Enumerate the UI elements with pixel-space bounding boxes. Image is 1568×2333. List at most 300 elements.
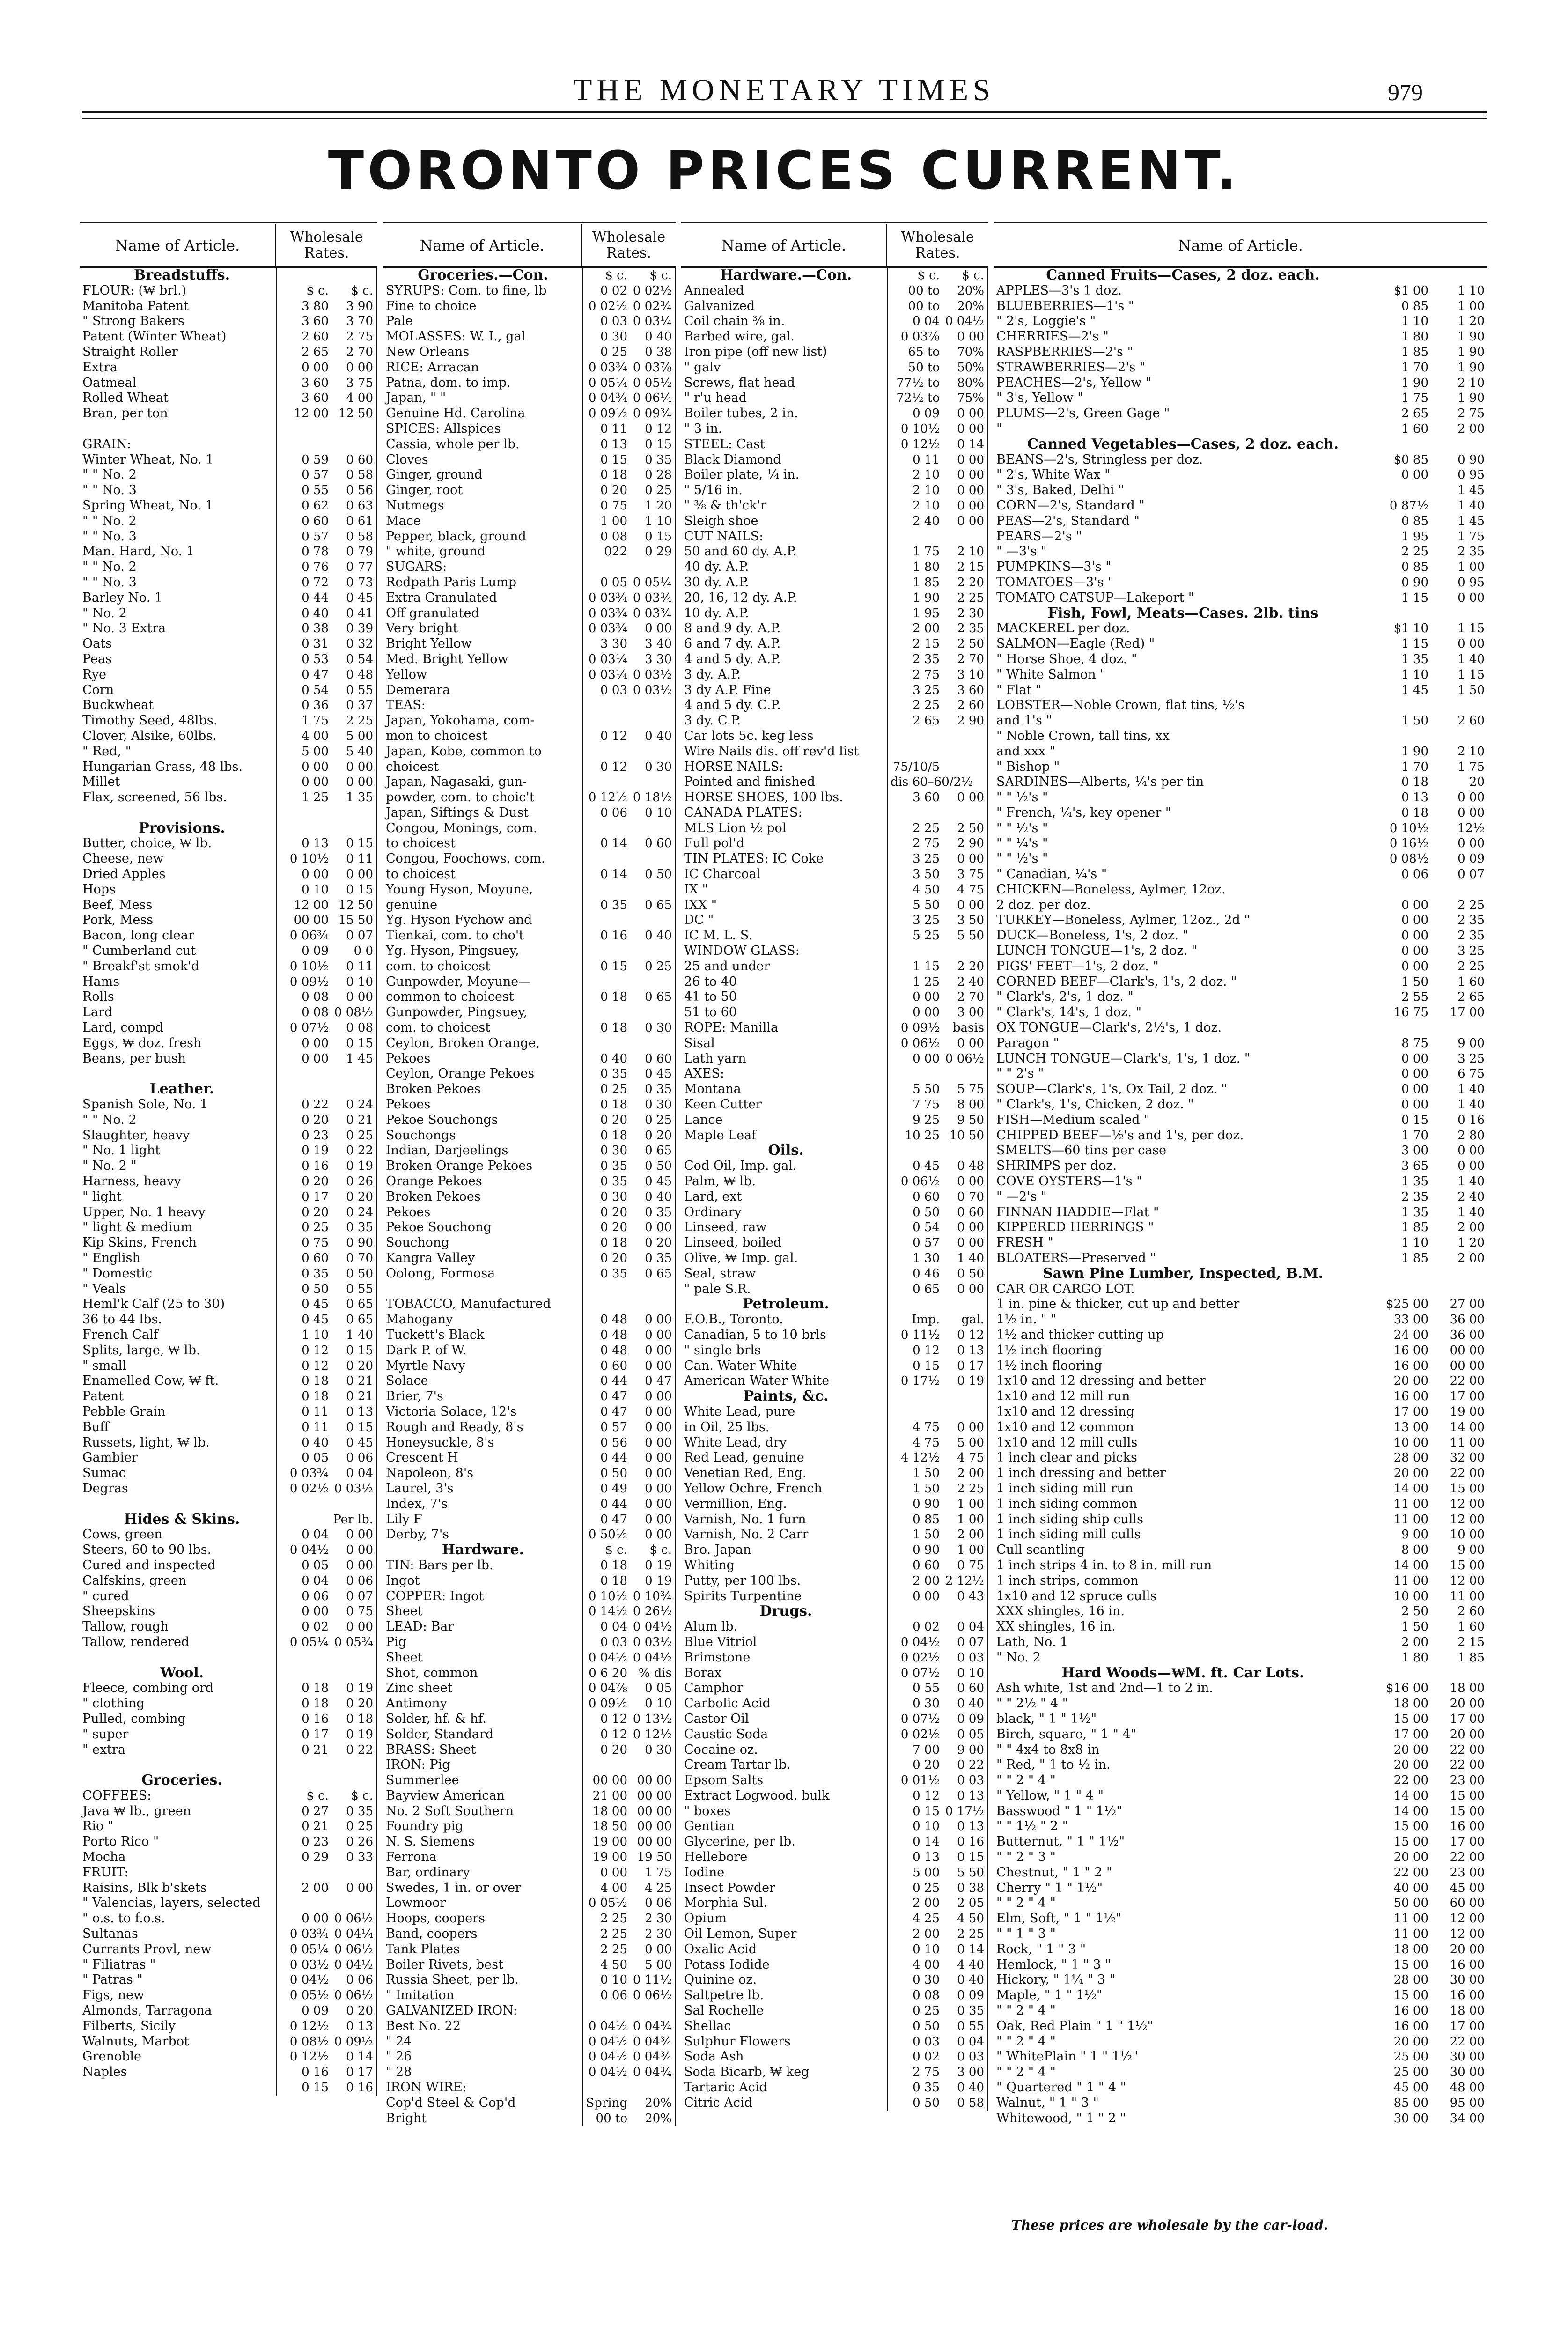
price-row [681, 1205, 987, 1220]
price-row [681, 713, 987, 729]
rate-low: 1 60 [1401, 421, 1428, 436]
rate-low [891, 529, 940, 545]
rate-high: 12 50 [338, 898, 373, 912]
article-name: 10 dy. A.P. [684, 605, 749, 620]
article-name: Sumac [82, 1466, 126, 1481]
price-row [383, 1804, 675, 1819]
rate-high [329, 1865, 376, 1881]
rate-low: 0 18 [600, 1098, 627, 1112]
rate-low: 2 00 [913, 1573, 940, 1588]
rate-high: 1 90 [1458, 345, 1485, 359]
rate-low: 4 75 [913, 1435, 940, 1450]
rate-low: 0 12 [600, 1727, 627, 1742]
price-row [994, 360, 1487, 376]
price-row [383, 1020, 675, 1036]
article-name: Pekoe Souchongs [386, 1112, 498, 1127]
price-row [681, 1005, 987, 1020]
rate-low: 0 11 [913, 452, 940, 467]
rate-low: 13 00 [1393, 1420, 1428, 1434]
price-row [994, 1420, 1487, 1435]
article-name: Ingot [386, 1573, 420, 1588]
rate-high: 0 17 [346, 2065, 373, 2080]
article-name: Bayview American [386, 1788, 505, 1803]
rate-low: 12 00 [294, 898, 329, 912]
rate-low: 50 to [908, 360, 940, 375]
price-row [994, 1051, 1487, 1067]
rate-high: 22 00 [1450, 1374, 1485, 1388]
rate-high: gal. [961, 1313, 984, 1327]
price-row [383, 913, 675, 928]
rate-high: 0 00 [1458, 790, 1485, 805]
article-name: " " No. 3 [82, 575, 137, 590]
rate-low [284, 1896, 329, 1911]
article-name: Japan, " " [386, 391, 446, 406]
rate-high: 18 00 [1450, 1681, 1485, 1696]
article-name: ROPE: Manilla [684, 1020, 779, 1035]
price-row [383, 1297, 675, 1312]
rate-high: 0 40 [957, 1973, 984, 1987]
article-name: PIGS' FEET—1's, 2 doz. " [996, 959, 1159, 974]
rate-low: 1 30 [913, 1251, 940, 1265]
price-row [80, 1788, 376, 1804]
rate-high: 2 30 [645, 1912, 672, 1926]
price-row [80, 514, 376, 529]
rate-low: 0 40 [302, 606, 329, 620]
article-name: Paragon " [996, 1035, 1059, 1050]
article-name: Fleece, combing ord [82, 1681, 214, 1696]
rate-low: 0 06 [1401, 867, 1428, 882]
article-name: " pale S.R. [684, 1281, 751, 1296]
price-row [80, 1896, 376, 1911]
price-row [994, 1282, 1487, 1297]
rate-high: 2 10 [1458, 744, 1485, 759]
price-row [994, 1481, 1487, 1497]
price-row [681, 867, 987, 882]
rate-high: 0 04 [346, 1466, 373, 1481]
article-name: Rock, " 1 " 3 " [996, 1942, 1086, 1956]
rate-low: 2 60 [302, 330, 329, 344]
rate-low: 0 40 [302, 1435, 329, 1450]
price-row [994, 1804, 1487, 1819]
rate-low: $ c. [605, 1543, 627, 1558]
rate-high [940, 1604, 987, 1619]
price-row [383, 1358, 675, 1374]
rate-high: 5 40 [346, 744, 373, 759]
article-name: " " No. 2 [82, 1112, 137, 1127]
rate-high: 0 95 [1458, 468, 1485, 482]
rate-high [940, 729, 987, 744]
rate-low: 0 04 [600, 1620, 627, 1634]
price-row [994, 775, 1487, 790]
rate-low: 4 00 [302, 729, 329, 743]
article-name: Citric Acid [684, 2095, 752, 2110]
rate-low: $ c. [917, 268, 940, 282]
rate-high: 0 00 [645, 1313, 672, 1327]
price-row [383, 1174, 675, 1189]
rate-low: 0 23 [302, 1128, 329, 1143]
price-row [383, 1082, 675, 1097]
article-name: DC " [684, 913, 714, 928]
rate-low: 2 10 [913, 483, 940, 498]
article-name: 1x10 and 12 spruce culls [996, 1588, 1157, 1603]
article-name: Heml'k Calf (25 to 30) [82, 1297, 225, 1312]
article-name: Mahogany [386, 1312, 453, 1327]
price-row [383, 329, 675, 345]
rate-high: 0 32 [346, 637, 373, 651]
rate-low: 0 10 [302, 882, 329, 897]
rate-high: 0 00 [1458, 591, 1485, 605]
price-row [80, 1066, 376, 1082]
rate-high [329, 1773, 376, 1788]
price-row [994, 544, 1487, 560]
article-name: " galv [684, 360, 721, 375]
rate-low: 0 60 [913, 1558, 940, 1573]
rate-low: 0 18 [600, 1128, 627, 1143]
article-name: Lance [684, 1112, 723, 1127]
rate-high: 15 50 [338, 913, 373, 928]
rate-low: 0 50 [913, 2019, 940, 2033]
price-row [994, 744, 1487, 760]
price-row [80, 1266, 376, 1282]
rate-high: 0 30 [645, 760, 672, 774]
rate-low: 0 21 [302, 1742, 329, 1757]
price-row [681, 591, 987, 606]
article-name: WINDOW GLASS: [684, 944, 800, 959]
rate-high [627, 744, 675, 760]
rate-high: 0 03 [957, 2050, 984, 2064]
article-name: " Patras " [82, 1972, 143, 1987]
rate-low: 1 50 [913, 1481, 940, 1496]
column-body [383, 268, 676, 2126]
price-row [80, 775, 376, 790]
rate-high: 1 90 [1458, 360, 1485, 375]
rate-low: 0 35 [913, 2081, 940, 2095]
rate-low [284, 805, 329, 821]
rate-high: 0 10 [957, 1666, 984, 1680]
article-name: Lowmoor [386, 1896, 446, 1911]
rate-high: 2 65 [1458, 990, 1485, 1004]
rate-high: 0 43 [957, 1589, 984, 1603]
article-name: Bro. Japan [684, 1543, 751, 1558]
rate-high: 0 07 [346, 929, 373, 943]
price-row [80, 591, 376, 606]
rate-low [891, 1143, 940, 1159]
article-name: Japan, Kobe, common to [386, 744, 542, 759]
rate-low: 0 12 [913, 1343, 940, 1358]
price-row [383, 882, 675, 898]
price-row [994, 1589, 1487, 1604]
rate-high: 0 15 [346, 1343, 373, 1358]
price-row [681, 1051, 987, 1067]
price-row [681, 1266, 987, 1282]
price-row [681, 1066, 987, 1082]
rate-high: 14 00 [1450, 1420, 1485, 1434]
rate-low: 0 10½ [588, 1589, 627, 1603]
article-name: Cured and inspected [82, 1558, 216, 1573]
article-name: " Red, " [82, 744, 132, 759]
rate-high: 0 41 [346, 606, 373, 620]
section-heading [681, 268, 987, 283]
rate-high: 0 45 [346, 591, 373, 605]
article-name: Rio " [82, 1819, 114, 1834]
rate-low: 0 12½ [900, 437, 940, 451]
article-name: Tank Plates [386, 1942, 460, 1956]
price-row [383, 1373, 675, 1389]
rate-high: 16 00 [1450, 1819, 1485, 1834]
price-row [994, 959, 1487, 975]
rate-low: 28 00 [1393, 1973, 1428, 1987]
article-name: black, " 1 " 1½" [996, 1711, 1097, 1726]
rate-low: 0 18 [1401, 775, 1428, 790]
article-name: 1½ inch flooring [996, 1358, 1102, 1373]
rate-high [329, 821, 376, 836]
rate-high: 0 03⅞ [633, 360, 672, 375]
rate-low: 0 30 [913, 1697, 940, 1711]
article-name: Foundry pig [386, 1819, 464, 1834]
rate-low: 0 16 [302, 2065, 329, 2080]
rate-low: 25 00 [1393, 2050, 1428, 2064]
rate-low: 0 60 [302, 1251, 329, 1265]
rate-low: 0 00 [1401, 959, 1428, 974]
rate-low: 15 00 [1393, 1957, 1428, 1972]
rate-low: 0 02½ [588, 299, 627, 313]
article-name: Pale [386, 314, 413, 329]
rate-low: 0 03½ [289, 1957, 329, 1972]
rate-low: 0 05 [600, 575, 627, 590]
article-name: 1 inch siding ship culls [996, 1512, 1143, 1527]
rate-high: 3 75 [346, 376, 373, 390]
rate-high: 0 00 [1458, 1144, 1485, 1158]
rate-high: 36 00 [1450, 1313, 1485, 1327]
rate-high: 2 00 [1458, 421, 1485, 436]
rate-low: 0 12½ [289, 2050, 329, 2064]
rate-low: 3 25 [913, 913, 940, 928]
rate-low: 1 90 [1401, 744, 1428, 759]
rate-low: 20 00 [1393, 1466, 1428, 1481]
rate-high: 20% [645, 2096, 672, 2110]
price-row [383, 1834, 675, 1850]
rate-high: 0 26½ [633, 1604, 672, 1619]
article-name: Dried Apples [82, 867, 166, 882]
rate-high: 2 90 [957, 714, 984, 728]
article-name: Oats [82, 636, 112, 651]
rate-low: 0 09 [302, 2004, 329, 2018]
rate-high: 0 19 [645, 1558, 672, 1573]
price-row [681, 575, 987, 591]
price-row [994, 1957, 1487, 1973]
rate-low: 2 40 [913, 514, 940, 528]
article-name: LUNCH TONGUE—1's, 2 doz. " [996, 944, 1198, 959]
rate-high: 0 21 [346, 1374, 373, 1388]
article-name: " 2's, Loggie's " [996, 314, 1096, 329]
rate-low: 0 00 [1401, 1082, 1428, 1097]
rate-low: 0 04 [302, 1573, 329, 1588]
price-row [681, 1113, 987, 1128]
rate-high: $ c. [351, 1788, 373, 1803]
article-name: Flax, screened, 56 lbs. [82, 790, 227, 805]
rate-low: 022 [604, 545, 627, 559]
price-row [80, 1097, 376, 1113]
rate-high: 0 55 [957, 2019, 984, 2033]
rate-high: 1 10 [1458, 283, 1485, 298]
rate-low: 0 35 [600, 1067, 627, 1081]
rate-low: 0 00 [1401, 929, 1428, 943]
rate-high: 2 35 [1458, 545, 1485, 559]
rate-high: 0 40 [645, 330, 672, 344]
rate-high: 0 40 [645, 1189, 672, 1204]
rate-high [329, 805, 376, 821]
article-name: SHRIMPS per doz. [996, 1159, 1117, 1174]
rate-high: 0 77 [346, 560, 373, 575]
price-row [383, 467, 675, 483]
rate-low: 7 00 [913, 1742, 940, 1757]
column-header-rates: Wholesale Rates. [886, 224, 988, 266]
article-name: Corn [82, 682, 114, 697]
article-name: LEAD: Bar [386, 1619, 454, 1634]
price-row [383, 959, 675, 975]
price-row [994, 1788, 1487, 1804]
article-name: Full pol'd [684, 836, 744, 851]
rate-high: 0 25 [645, 483, 672, 498]
article-name: " Cumberland cut [82, 944, 196, 959]
price-row [80, 1696, 376, 1712]
rate-low: 1 95 [913, 606, 940, 620]
price-row [994, 1681, 1487, 1696]
article-name: Buckwheat [82, 698, 154, 713]
article-name: Elm, Soft, " 1 " 1½" [996, 1911, 1122, 1926]
rate-low: 15 00 [1393, 1819, 1428, 1834]
article-name: common to choicest [386, 989, 514, 1004]
article-name [80, 805, 284, 821]
article-name: Beans, per bush [82, 1051, 186, 1066]
rate-high: 5 00 [645, 1957, 672, 1972]
article-name: 51 to 60 [684, 1005, 737, 1020]
price-row [994, 2034, 1487, 2050]
article-name: Bacon, long clear [82, 928, 194, 943]
rate-low [583, 975, 627, 990]
price-row [994, 1235, 1487, 1251]
rate-low [583, 851, 627, 867]
rate-low: 0 90 [913, 1543, 940, 1558]
price-row [80, 959, 376, 975]
rate-high: 1 20 [645, 498, 672, 513]
rate-low: 0 20 [302, 1113, 329, 1127]
article-name: 3 dy. A.P. [684, 667, 741, 682]
rate-low: 0 44 [600, 1374, 627, 1388]
column-header [681, 222, 988, 268]
price-row [80, 1343, 376, 1358]
price-row [681, 928, 987, 944]
rate-high: 0 50 [645, 1159, 672, 1174]
price-row [383, 775, 675, 790]
rate-high: 1 40 [1458, 1174, 1485, 1189]
article-name: Almonds, Tarragona [82, 2003, 212, 2018]
price-row [681, 1804, 987, 1819]
rate-low: 0 17 [302, 1727, 329, 1742]
rate-low: 33 00 [1393, 1313, 1428, 1327]
rate-low: 0 03¼ [588, 652, 627, 666]
rate-low [891, 944, 940, 959]
article-name: Cream Tartar lb. [684, 1757, 791, 1772]
rate-low: 65 to [908, 345, 940, 359]
rate-high: 0 18½ [633, 790, 672, 805]
rate-low: 0 27 [302, 1804, 329, 1818]
rate-low: 0 05 [302, 1451, 329, 1465]
rate-high [627, 1005, 675, 1020]
rate-high: 2 00 [1458, 1220, 1485, 1235]
price-row [80, 1497, 376, 1512]
article-name: BEANS—2's, Stringless per doz. [996, 452, 1203, 467]
price-row [80, 1527, 376, 1543]
rate-low: 0 12 [600, 760, 627, 774]
rate-high: 1 00 [1458, 299, 1485, 313]
article-name: " " No. 2 [82, 467, 137, 482]
rate-low: 0 13 [302, 836, 329, 851]
article-name: MACKEREL per doz. [996, 621, 1130, 636]
rate-high: 15 00 [1450, 1804, 1485, 1818]
rate-low [583, 2003, 627, 2019]
rate-high: 4 40 [957, 1957, 984, 1972]
rate-high: 16 00 [1450, 1988, 1485, 2003]
price-row [994, 1757, 1487, 1773]
price-row [80, 421, 376, 437]
rate-high: 12 50 [338, 406, 373, 421]
price-row [681, 1927, 987, 1942]
rate-low: 0 90 [1401, 575, 1428, 590]
rate-high: 0 56 [346, 483, 373, 498]
article-name: Rolled Wheat [82, 391, 169, 406]
price-row [994, 1850, 1487, 1865]
price-row [994, 1159, 1487, 1174]
price-row [994, 1742, 1487, 1758]
rate-low: Imp. [912, 1313, 940, 1327]
price-row [80, 1159, 376, 1174]
rate-high: 2 00 [957, 1466, 984, 1481]
rate-high: 0 06 [346, 1573, 373, 1588]
article-name: Fine to choice [386, 298, 477, 313]
price-row [994, 1020, 1487, 1036]
article-name: Maple Leaf [684, 1128, 757, 1143]
price-row [80, 1051, 376, 1067]
rate-high: 4 50 [957, 1912, 984, 1926]
article-name: to choicest [386, 867, 456, 882]
rate-high: 0 28 [645, 468, 672, 482]
article-name: Chestnut, " 1 " 2 " [996, 1865, 1112, 1880]
price-row [80, 1850, 376, 1865]
price-row [383, 1328, 675, 1343]
rate-high: 0 00 [645, 1358, 672, 1373]
price-row [80, 1558, 376, 1573]
price-row [80, 867, 376, 882]
price-row [80, 1681, 376, 1696]
price-row [383, 452, 675, 468]
rate-low [891, 729, 940, 744]
price-row [80, 1389, 376, 1404]
rate-high [940, 1066, 987, 1082]
article-name: Pekoes [386, 1051, 431, 1066]
rate-high: 0 19 [346, 1159, 373, 1174]
price-row [681, 1189, 987, 1205]
price-row [80, 1819, 376, 1834]
article-name: " " No. 2 [82, 513, 137, 528]
rate-high: 1 75 [645, 1865, 672, 1880]
rate-low [583, 1282, 627, 1297]
price-row [681, 1235, 987, 1251]
rate-high: 10 00 [1450, 1528, 1485, 1542]
rate-low: 0 25 [913, 1881, 940, 1895]
price-row [681, 1220, 987, 1235]
rate-high [329, 268, 376, 283]
